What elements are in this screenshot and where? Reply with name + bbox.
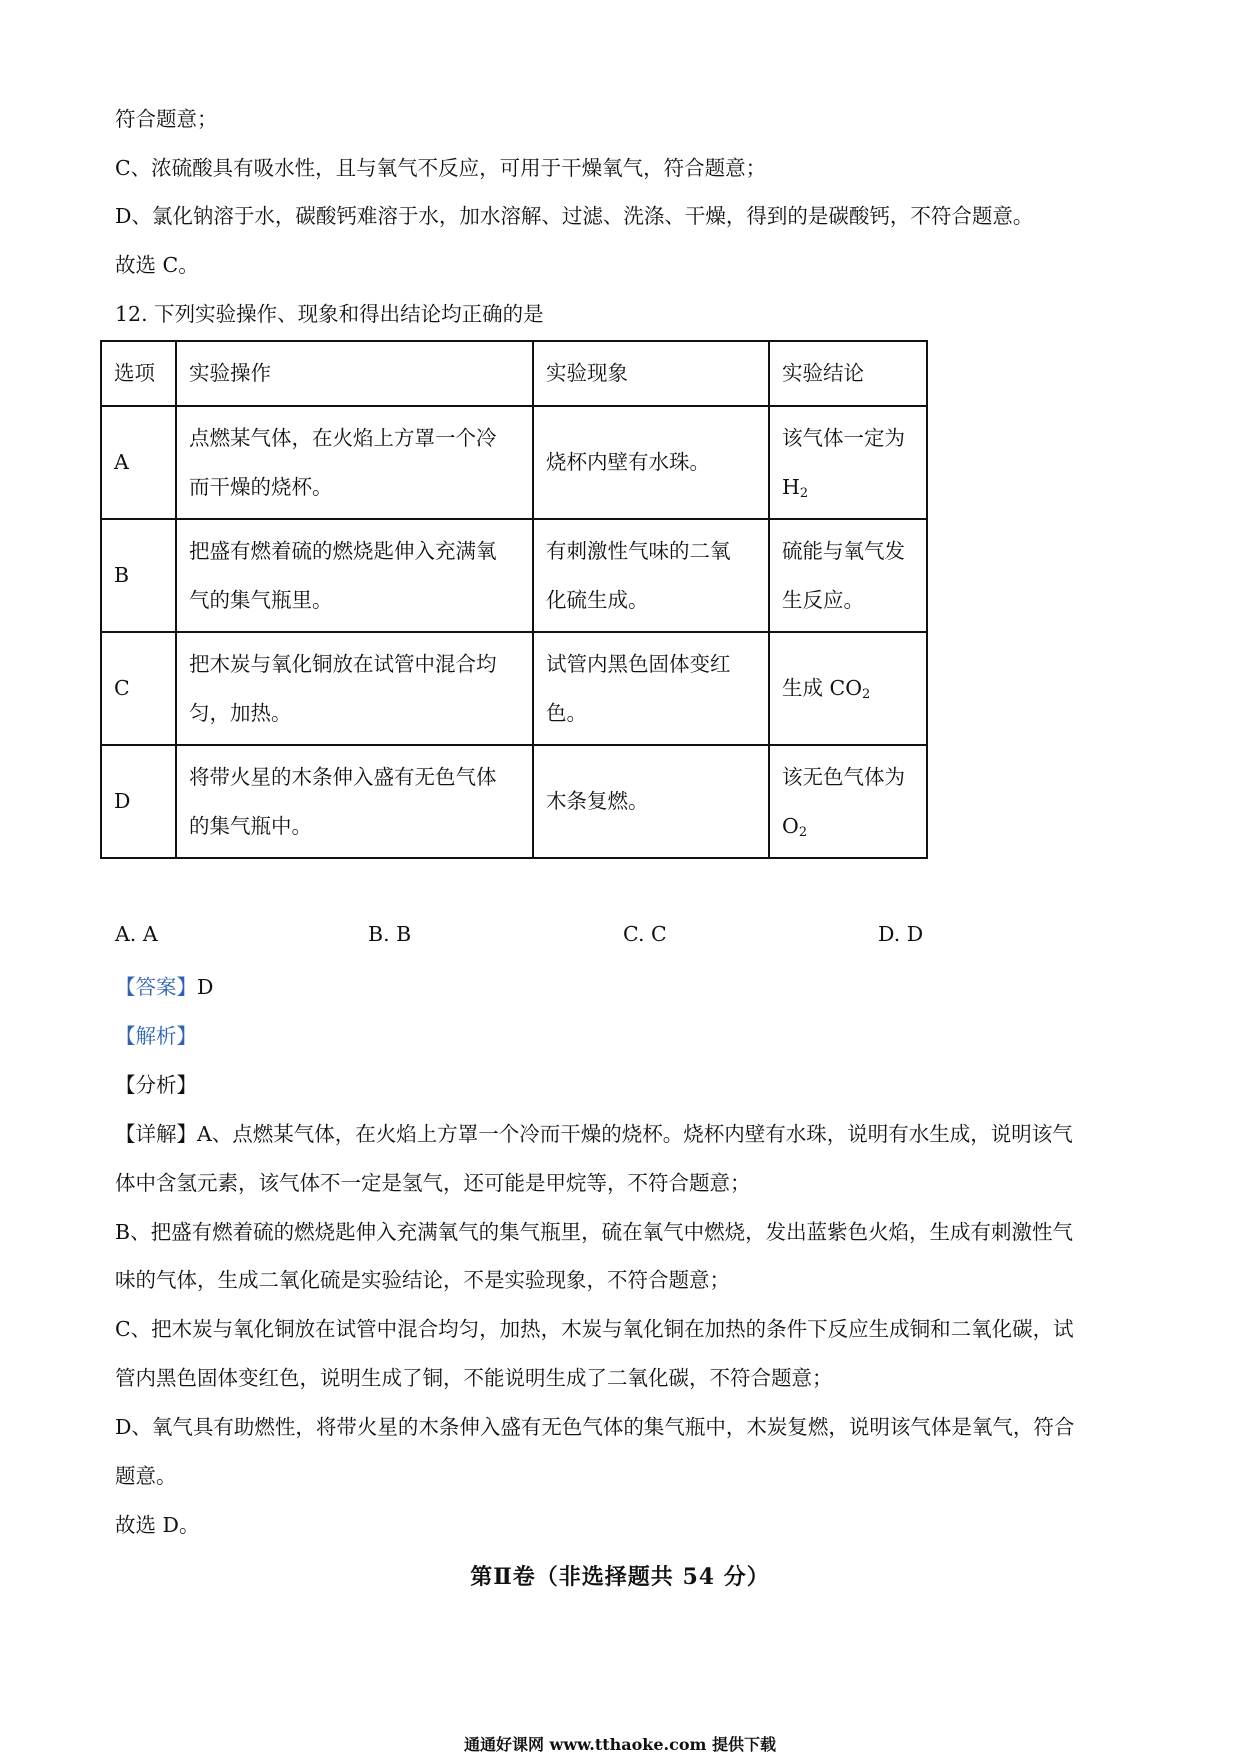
- cell-line: 该气体一定为: [782, 425, 905, 450]
- analysis-label: 【解析】: [115, 1024, 197, 1048]
- phenomenon-cell: [533, 519, 769, 632]
- subscript: 2: [799, 485, 809, 501]
- operation-cell: [176, 632, 533, 745]
- fenxi-label: 【分析】: [115, 1073, 197, 1097]
- cell-line: 该无色气体为: [782, 764, 905, 789]
- table-row: [101, 519, 927, 632]
- choice-a: A. A: [115, 922, 158, 946]
- cell-line: 而干燥的烧杯。: [189, 474, 333, 499]
- section-title: 第Ⅱ卷（非选择题共 54 分）: [470, 1564, 770, 1590]
- phenomenon-cell: [533, 745, 769, 858]
- cell-line: 化硫生成。: [546, 587, 649, 612]
- question-stem: 12. 下列实验操作、现象和得出结论均正确的是: [115, 302, 544, 326]
- operation-cell: [176, 519, 533, 632]
- choice-c: C. C: [623, 922, 667, 946]
- conclusion-cell: [769, 632, 927, 745]
- detail-line: 管内黑色固体变红色，说明生成了铜，不能说明生成了二氧化碳，不符合题意；: [115, 1366, 833, 1390]
- detail-line: [115, 1118, 1140, 1150]
- option-cell: A: [101, 406, 176, 519]
- detail-line: 味的气体，生成二氧化硫是实验结论，不是实验现象，不符合题意；: [115, 1268, 730, 1292]
- table-row: [101, 406, 927, 519]
- cell-line: 木条复燃。: [546, 789, 649, 813]
- operation-cell: [176, 406, 533, 519]
- header-cell: 实验操作: [176, 341, 533, 406]
- formula: O: [782, 813, 799, 838]
- choice-d: D. D: [878, 922, 924, 946]
- phenomenon-cell: [533, 632, 769, 745]
- subscript: 2: [798, 824, 808, 840]
- detail-line: B、把盛有燃着硫的燃烧匙伸入充满氧气的集气瓶里，硫在氧气中燃烧，发出蓝紫色火焰，生成有刺激性气: [115, 1220, 1074, 1244]
- cell-line: 硫能与氧气发: [782, 538, 905, 563]
- text-line: C、浓硫酸具有吸水性，且与氧气不反应，可用于干燥氧气，符合题意；: [115, 156, 767, 180]
- option-cell: D: [101, 745, 176, 858]
- answer-line: [115, 971, 1140, 1003]
- detail-line: 题意。: [115, 1464, 177, 1488]
- cell-line: [782, 463, 914, 512]
- header-cell: 选项: [101, 341, 176, 406]
- answer-label: 【答案】: [115, 975, 197, 999]
- option-cell: B: [101, 519, 176, 632]
- text-line: 符合题意；: [115, 107, 218, 131]
- cell-line: 烧杯内壁有水珠。: [546, 450, 710, 474]
- detail-line: 故选 D。: [115, 1513, 200, 1537]
- conclusion-cell: [769, 519, 927, 632]
- cell-line: 试管内黑色固体变红: [546, 651, 731, 676]
- cell-line: [782, 802, 914, 851]
- cell-line: 色。: [546, 700, 587, 725]
- choice-b: B. B: [368, 922, 412, 946]
- formula: H: [782, 474, 800, 499]
- conclusion-cell: [769, 745, 927, 858]
- subscript: 2: [862, 687, 871, 702]
- cell-line: [782, 664, 914, 713]
- conclusion-cell: [769, 406, 927, 519]
- table-row: [101, 745, 927, 858]
- cell-line: 匀，加热。: [189, 700, 292, 725]
- table-header-row: [101, 341, 927, 406]
- detail-line: C、把木炭与氧化铜放在试管中混合均匀，加热，木炭与氧化铜在加热的条件下反应生成铜和二氧化碳，试: [115, 1317, 1074, 1341]
- cell-line: 把盛有燃着硫的燃烧匙伸入充满氧: [189, 538, 497, 563]
- option-cell: C: [101, 632, 176, 745]
- cell-line: 点燃某气体，在火焰上方罩一个冷: [189, 425, 497, 450]
- phenomenon-cell: [533, 406, 769, 519]
- detail-text: A、点燃某气体，在火焰上方罩一个冷而干燥的烧杯。烧杯内壁有水珠，说明有水生成，说明该气: [197, 1122, 1073, 1146]
- cell-line: 气的集气瓶里。: [189, 587, 333, 612]
- experiment-table: [100, 340, 928, 859]
- detail-line: 体中含氢元素，该气体不一定是氢气，还可能是甲烷等，不符合题意；: [115, 1171, 751, 1195]
- text-line: 故选 C。: [115, 253, 199, 277]
- cell-line: 将带火星的木条伸入盛有无色气体: [189, 764, 497, 789]
- page-footer: 通通好课网 www.tthaoke.com 提供下载: [463, 1735, 777, 1754]
- cell-line: 有刺激性气味的二氧: [546, 538, 731, 563]
- answer-value: D: [197, 975, 214, 999]
- cell-line: 生反应。: [782, 587, 864, 612]
- formula: 生成 CO: [782, 676, 863, 700]
- operation-cell: [176, 745, 533, 858]
- detail-label: 【详解】: [115, 1122, 197, 1146]
- text-line: D、氯化钠溶于水，碳酸钙难溶于水，加水溶解、过滤、洗涤、干燥，得到的是碳酸钙，不符合题意。: [115, 204, 1034, 228]
- header-cell: 实验现象: [533, 341, 769, 406]
- cell-line: 把木炭与氧化铜放在试管中混合均: [189, 651, 497, 676]
- detail-line: D、氧气具有助燃性，将带火星的木条伸入盛有无色气体的集气瓶中，木炭复燃，说明该气体是氧气，符合: [115, 1415, 1075, 1439]
- header-cell: 实验结论: [769, 341, 927, 406]
- table-row: [101, 632, 927, 745]
- cell-line: 的集气瓶中。: [189, 813, 312, 838]
